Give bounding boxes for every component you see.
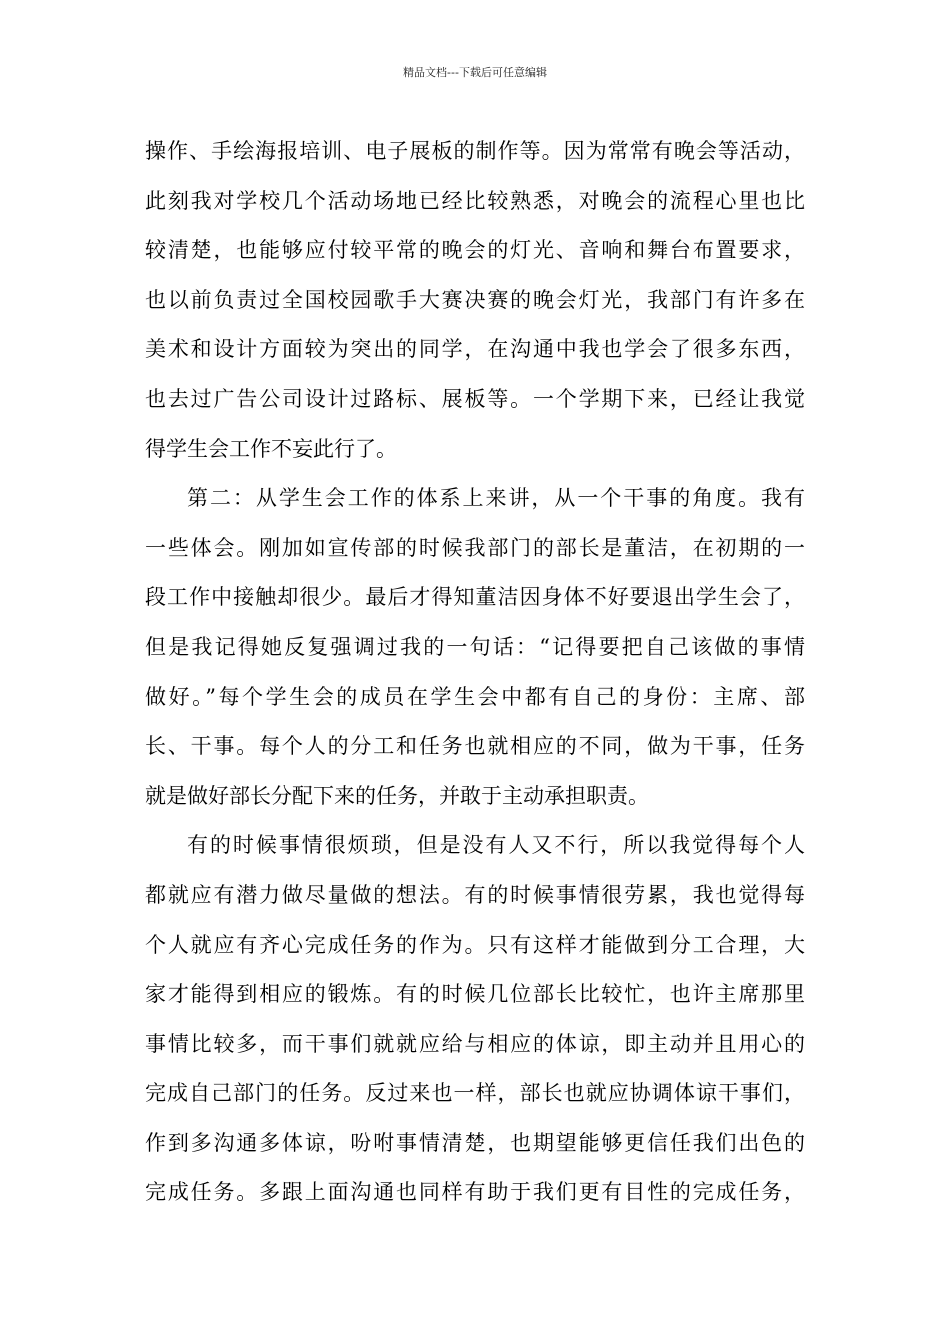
text-line: 就是做好部长分配下来的任务，并敢于主动承担职责。 — [145, 783, 649, 808]
text-line: 也去过广告公司设计过路标、展板等。一个学期下来，已经让我觉 — [145, 386, 805, 411]
text-line: 完成自己部门的任务。反过来也一样，部长也就应协调体谅干事们， — [145, 1081, 805, 1106]
document-body — [145, 127, 805, 1218]
paragraph — [145, 821, 805, 1218]
text-line: 美术和设计方面较为突出的同学，在沟通中我也学会了很多东西， — [145, 337, 805, 362]
text-line: 段工作中接触却很少。最后才得知董洁因身体不好要退出学生会了， — [145, 585, 805, 610]
text-line: 有的时候事情很烦琐，但是没有人又不行，所以我觉得每个人 — [187, 833, 805, 858]
text-line: 第二：从学生会工作的体系上来讲，从一个干事的角度。我有 — [187, 486, 805, 511]
text-line: 事情比较多，而干事们就就应给与相应的体谅，即主动并且用心的 — [145, 1031, 805, 1056]
page-header: 精品文档---下载后可任意编辑 — [403, 66, 547, 79]
text-line: 作到多沟通多体谅，吩咐事情清楚，也期望能够更信任我们出色的 — [145, 1130, 805, 1155]
text-line: 但是我记得她反复强调过我的一句话：“记得要把自己该做的事情 — [145, 634, 805, 659]
text-line: 此刻我对学校几个活动场地已经比较熟悉，对晚会的流程心里也比 — [145, 188, 805, 213]
text-line: 较清楚，也能够应付较平常的晚会的灯光、音响和舞台布置要求， — [145, 238, 805, 263]
paragraph — [145, 474, 805, 821]
text-line: 得学生会工作不妄此行了。 — [145, 436, 397, 461]
text-line: 操作、手绘海报培训、电子展板的制作等。因为常常有晚会等活动， — [145, 139, 805, 163]
text-line: 做好。”每个学生会的成员在学生会中都有自己的身份：主席、部 — [145, 684, 805, 709]
text-line: 也以前负责过全国校园歌手大赛决赛的晚会灯光，我部门有许多在 — [145, 287, 805, 312]
text-line: 家才能得到相应的锻炼。有的时候几位部长比较忙，也许主席那里 — [145, 982, 805, 1007]
text-line: 一些体会。刚加如宣传部的时候我部门的部长是董洁，在初期的一 — [145, 535, 805, 560]
text-line: 都就应有潜力做尽量做的想法。有的时候事情很劳累，我也觉得每 — [145, 882, 805, 907]
text-line: 长、干事。每个人的分工和任务也就相应的不同，做为干事，任务 — [145, 734, 805, 759]
text-line: 完成任务。多跟上面沟通也同样有助于我们更有目性的完成任务， — [145, 1180, 805, 1205]
text-line: 个人就应有齐心完成任务的作为。只有这样才能做到分工合理，大 — [145, 932, 805, 957]
paragraph — [145, 127, 805, 474]
